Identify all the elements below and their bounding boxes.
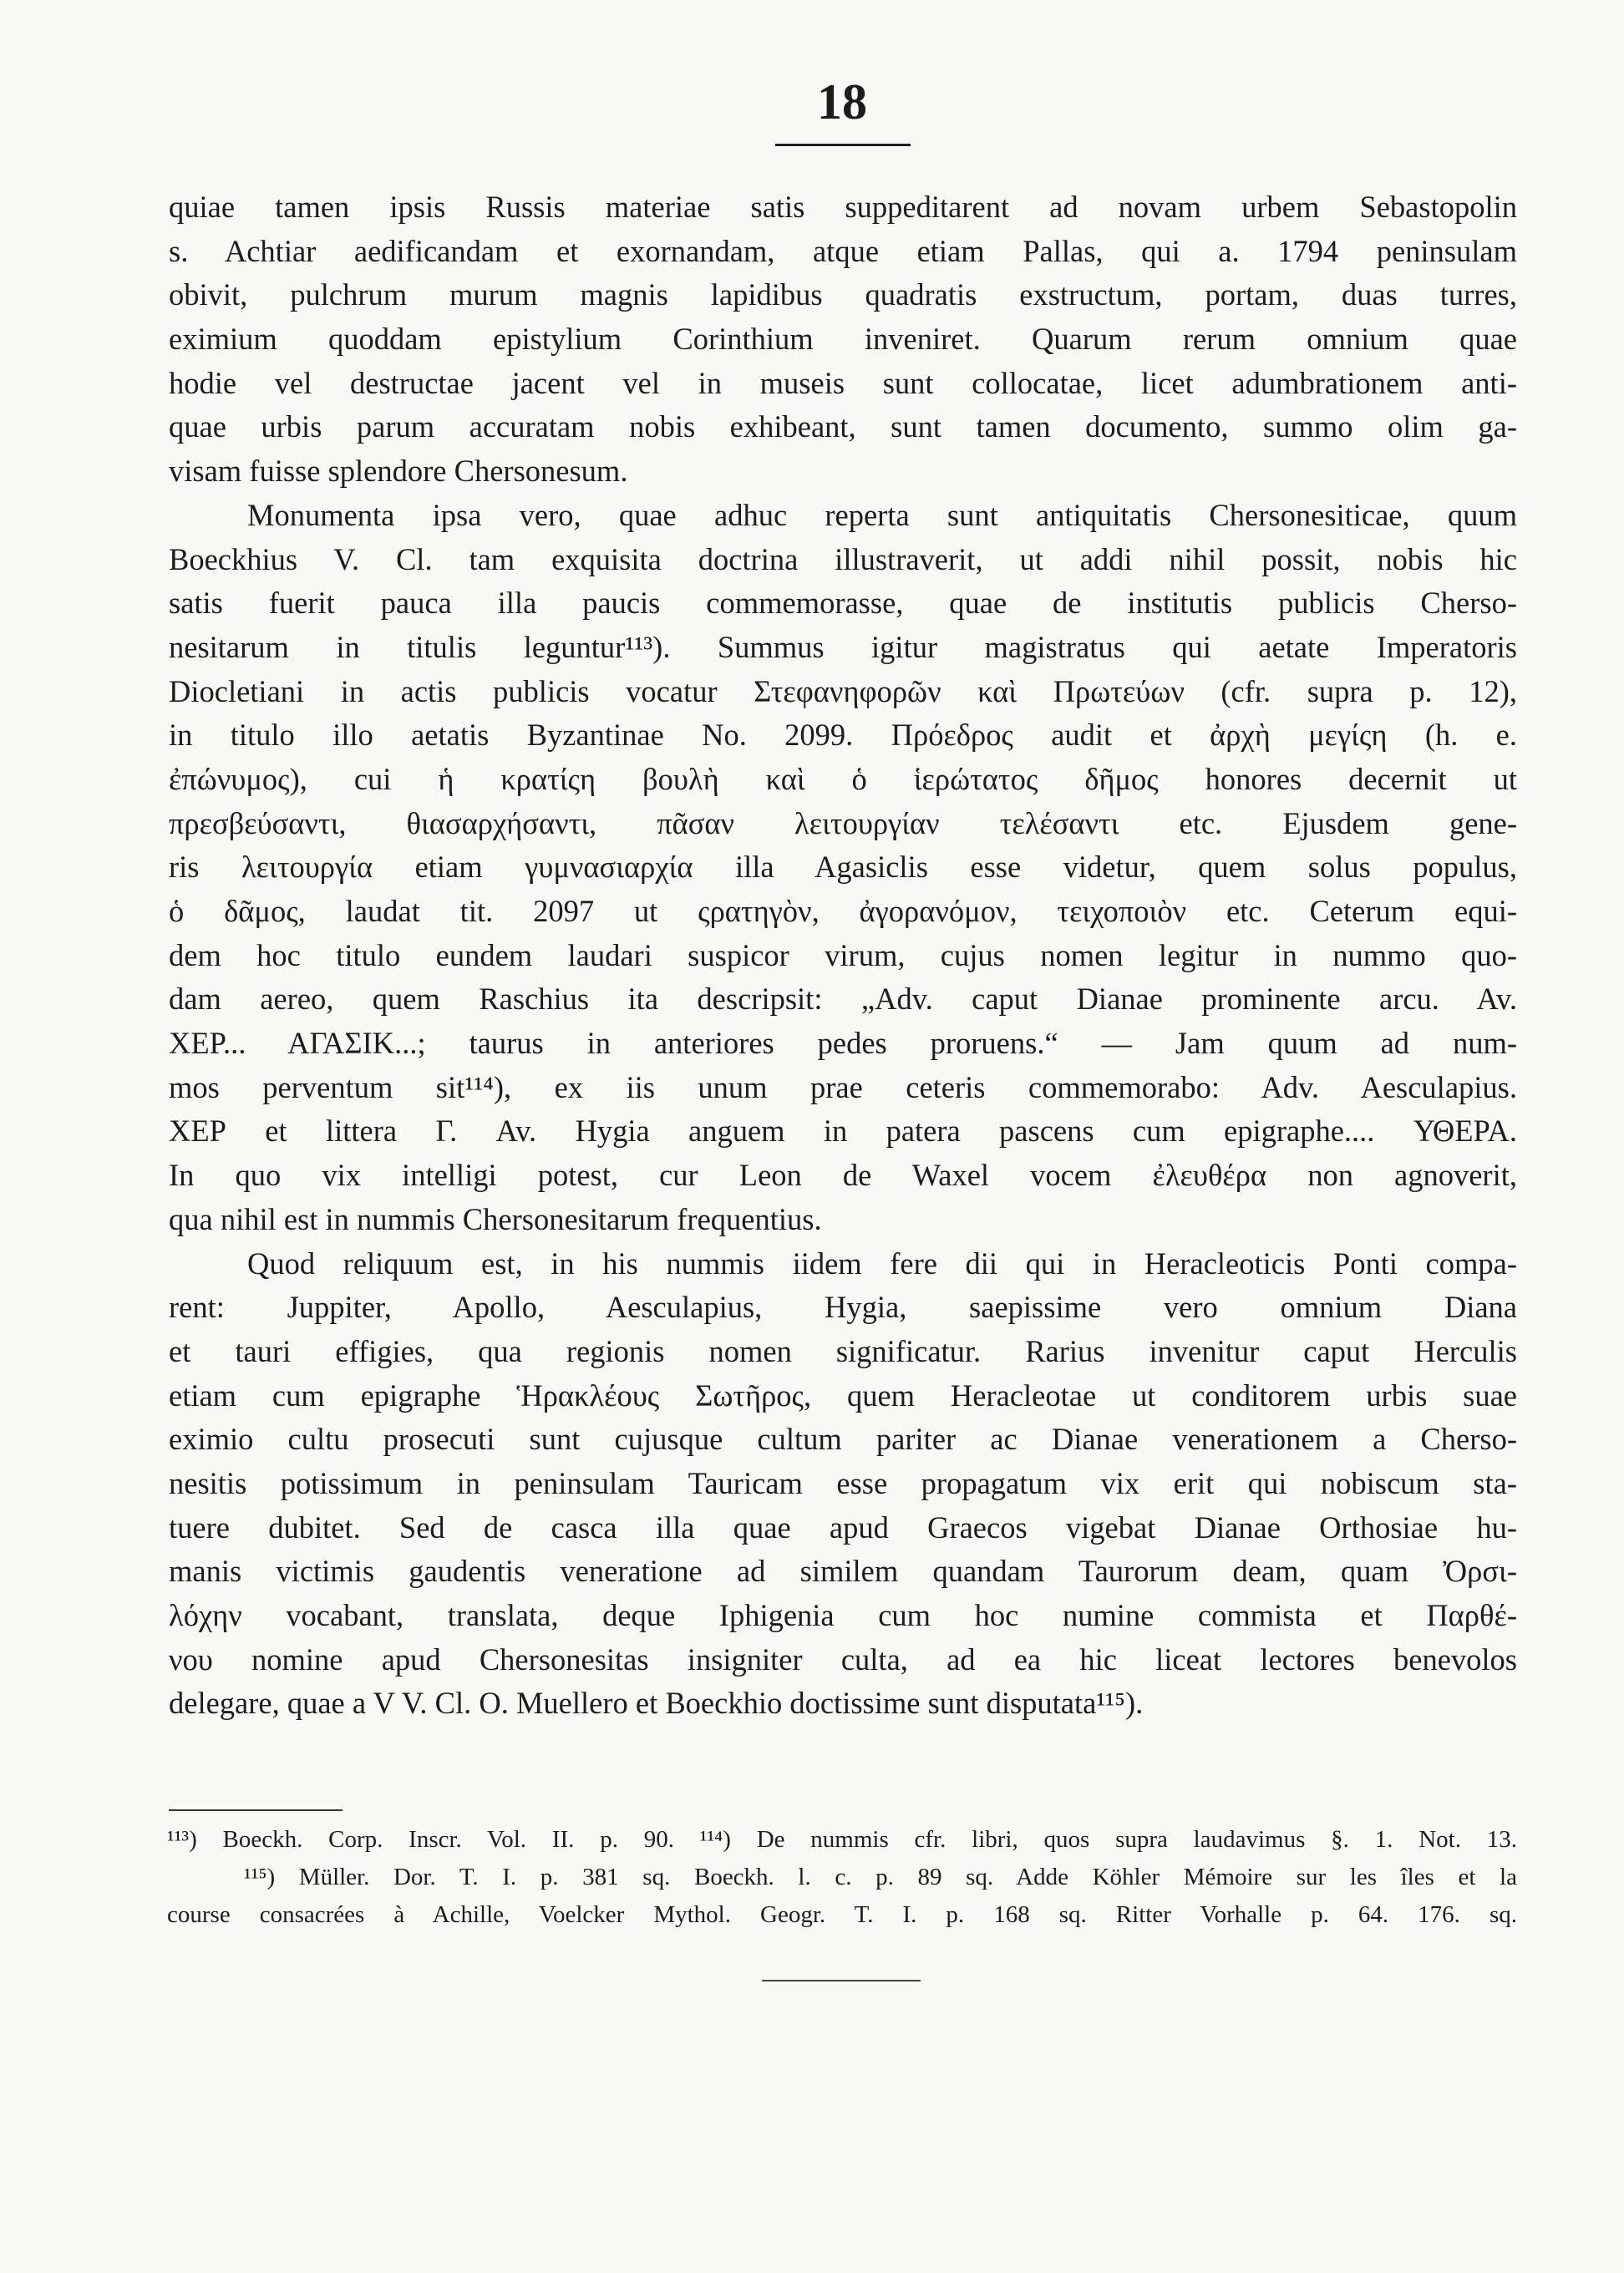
text-line: ὁ δᾶμος, laudat tit. 2097 ut ςρατηγὸν, ἀγορανόμον, τειχοποιὸν etc. Ceterum equi- xyxy=(169,894,1517,928)
text-line: tuere dubitet. Sed de casca illa quae apud Graecos vigebat Dianae Orthosiae hu- xyxy=(169,1509,1517,1545)
text-line: eximio cultu prosecuti sunt cujusque cultum pariter ac Dianae venerationem a Cherso- xyxy=(169,1422,1517,1457)
footnote-line: ¹¹⁵) Müller. Dor. T. I. p. 381 sq. Boeckh. l. c. p. 89 sq. Adde Köhler Mémoire sur les îles et la xyxy=(244,1864,1517,1890)
page-number-rule xyxy=(775,144,911,146)
text-line: Monumenta ipsa vero, quae adhuc reperta sunt antiquitatis Chersonesiticae, quum xyxy=(247,497,1517,532)
body-text xyxy=(169,185,1517,1726)
text-line: delegare, quae a V V. Cl. O. Muellero et Boeckhio doctissime sunt disputata¹¹⁵). xyxy=(169,1686,1144,1721)
text-line: dam aereo, quem Raschius ita descripsit: „Adv. caput Dianae prominente arcu. Av. xyxy=(169,982,1517,1017)
text-line: s. Achtiar aedificandam et exornandam, atque etiam Pallas, qui a. 1794 peninsulam xyxy=(169,233,1517,268)
text-line: λόχην vocabant, translata, deque Iphigenia cum hoc numine commista et Παρθέ- xyxy=(169,1598,1517,1632)
text-line: nesitis potissimum in peninsulam Tauricam esse propagatum vix erit qui nobiscum sta- xyxy=(169,1465,1517,1500)
text-line: manis victimis gaudentis veneratione ad similem quandam Taurorum deam, quam Ὀρσι- xyxy=(169,1554,1517,1589)
text-line: πρεσβεύσαντι, θιασαρχήσαντι, πᾶσαν λειτουργίαν τελέσαντι etc. Ejusdem gene- xyxy=(169,805,1517,840)
text-line: et tauri effigies, qua regionis nomen significatur. Rarius invenitur caput Herculis xyxy=(169,1333,1517,1368)
text-line: ἐπώνυμος), cui ἡ κρατίςη βουλὴ καὶ ὁ ἱερώτατος δῆμος honores decernit ut xyxy=(169,761,1517,796)
footnote-separator xyxy=(169,1809,343,1811)
bottom-rule xyxy=(762,1980,921,1981)
text-line: dem hoc titulo eundem laudari suspicor virum, cujus nomen legitur in nummo quo- xyxy=(169,937,1517,972)
text-line: Boeckhius V. Cl. tam exquisita doctrina illustraverit, ut addi nihil possit, nobis hic xyxy=(169,541,1517,576)
text-line: satis fuerit pauca illa paucis commemorasse, quae de institutis publicis Cherso- xyxy=(169,586,1517,621)
text-line: In quo vix intelligi potest, cur Leon de Waxel vocem ἐλευθέρα non agnoverit, xyxy=(169,1158,1517,1193)
text-line: νου nomine apud Chersonesitas insigniter culta, ad ea hic liceat lectores benevolos xyxy=(169,1641,1517,1677)
text-line: in titulo illo aetatis Byzantinae No. 2099. Πρόεδρος audit et ἀρχὴ μεγίςη (h. e. xyxy=(169,718,1517,753)
text-line: quiae tamen ipsis Russis materiae satis suppeditarent ad novam urbem Sebastopolin xyxy=(169,190,1517,224)
text-line: hodie vel destructae jacent vel in museis sunt collocatae, licet adumbrationem anti- xyxy=(169,365,1517,400)
text-line: ΧΕΡ et littera Γ. Av. Hygia anguem in patera pascens cum epigraphe.... ΥΘΕΡΑ. xyxy=(169,1114,1517,1149)
text-line: nesitarum in titulis leguntur¹¹³). Summus igitur magistratus qui aetate Imperatoris xyxy=(169,629,1517,664)
text-line: etiam cum epigraphe Ἡρακλέους Σωτῆρος, quem Heracleotae ut conditorem urbis suae xyxy=(169,1377,1517,1413)
text-line: rent: Juppiter, Apollo, Aesculapius, Hygia, saepissime vero omnium Diana xyxy=(169,1290,1517,1325)
text-line: visam fuisse splendore Chersonesum. xyxy=(169,454,628,489)
text-line: quae urbis parum accuratam nobis exhibeant, sunt tamen documento, summo olim ga- xyxy=(169,409,1517,444)
text-line: Diocletiani in actis publicis vocatur Στεφανηφορῶν καὶ Πρωτεύων (cfr. supra p. 12), xyxy=(169,673,1517,708)
text-line: ΧΕΡ... ΑΓΑΣΙΚ...; taurus in anteriores pedes proruens.“ — Jam quum ad num- xyxy=(169,1026,1517,1061)
text-line: Quod reliquum est, in his nummis iidem fere dii qui in Heracleoticis Ponti compa- xyxy=(247,1246,1517,1281)
text-line: ris λειτουργία etiam γυμνασιαρχία illa Agasiclis esse videtur, quem solus populus, xyxy=(169,850,1517,885)
footnote-line: ¹¹³) Boeckh. Corp. Inscr. Vol. II. p. 90. ¹¹⁴) De nummis cfr. libri, quos supra laudavimus §. 1. Not. 13. xyxy=(167,1826,1517,1853)
text-line: obivit, pulchrum murum magnis lapidibus quadratis exstructum, portam, duas turres, xyxy=(169,277,1517,312)
footnote-line: course consacrées à Achille, Voelcker Mythol. Geogr. T. I. p. 168 sq. Ritter Vorhalle p. 64. 176. sq. xyxy=(167,1901,1517,1928)
text-line: mos perventum sit¹¹⁴), ex iis unum prae ceteris commemorabo: Adv. Aesculapius. xyxy=(169,1069,1517,1104)
footnotes xyxy=(167,1821,1517,1934)
text-line: qua nihil est in nummis Chersonesitarum frequentius. xyxy=(169,1201,822,1236)
text-line: eximium quoddam epistylium Corinthium inveniret. Quarum rerum omnium quae xyxy=(169,322,1517,357)
page-number: 18 xyxy=(817,74,867,129)
